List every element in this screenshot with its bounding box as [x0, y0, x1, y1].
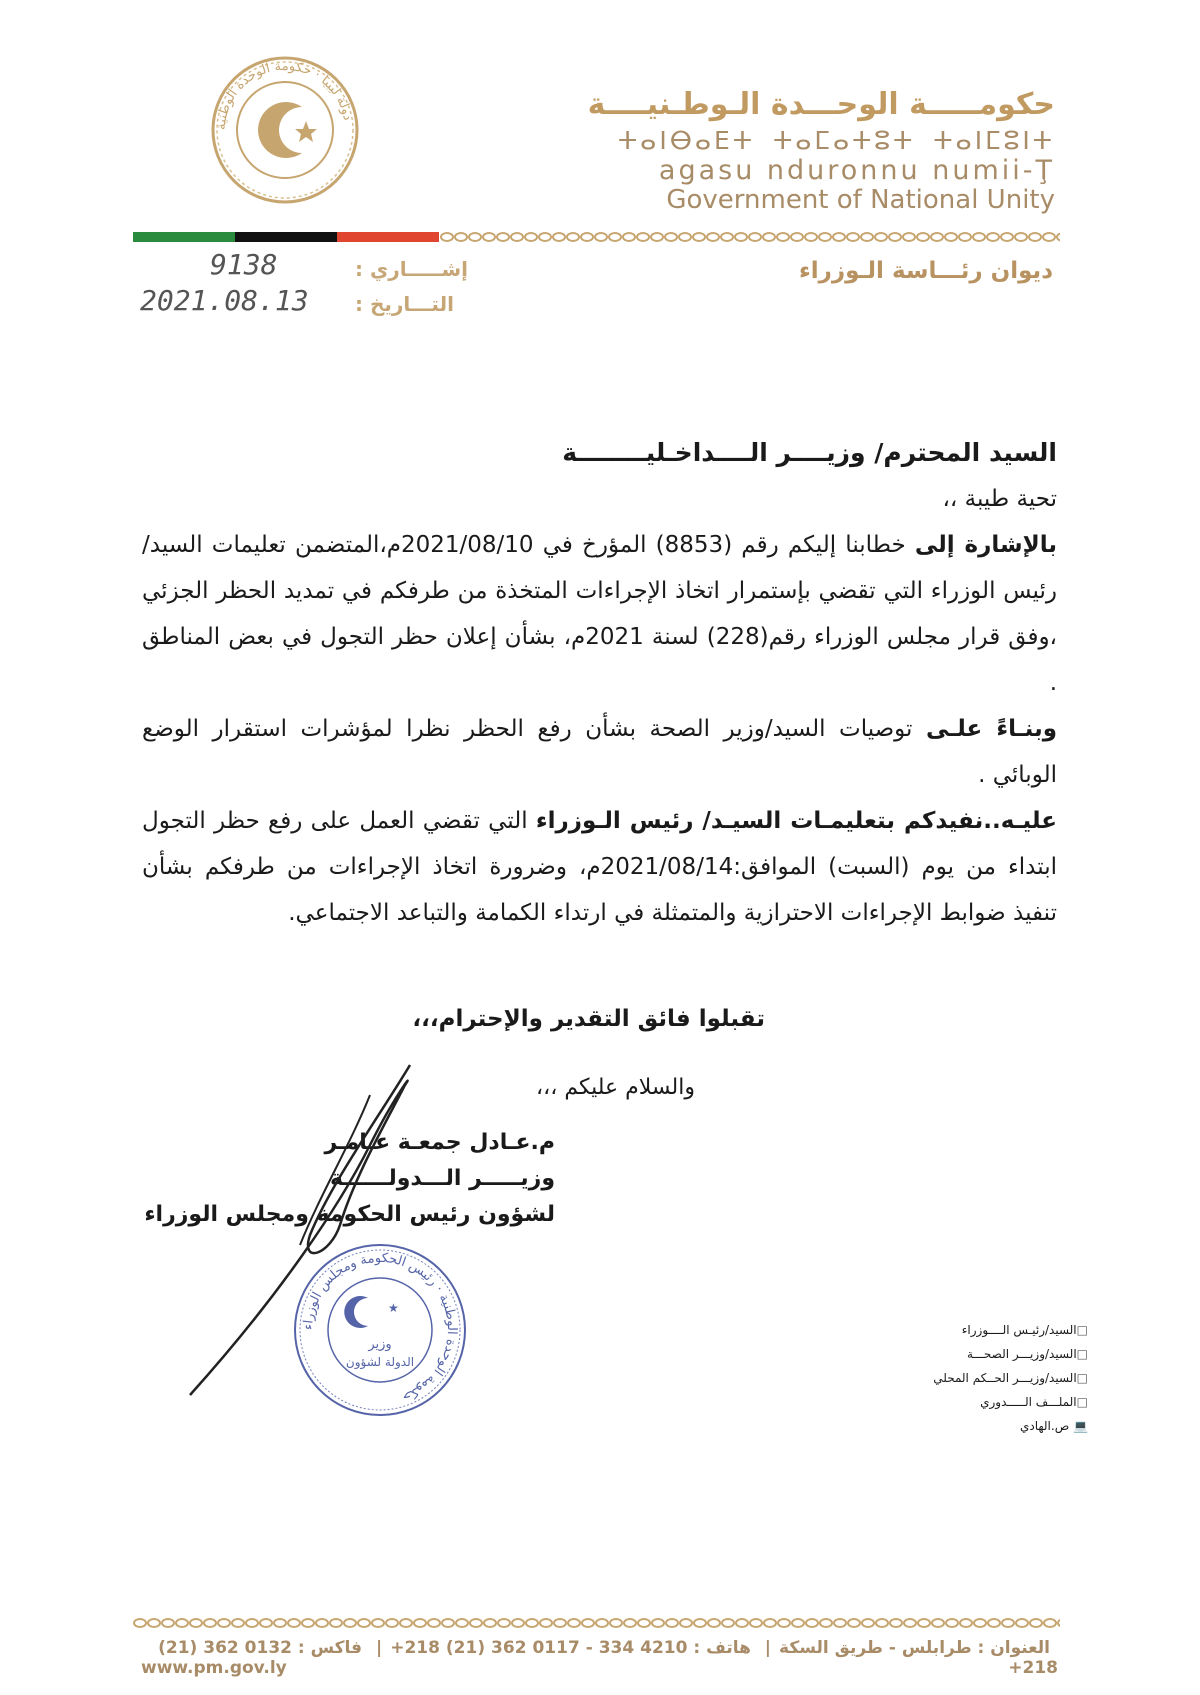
peace-greeting: والسلام عليكم ،،،: [536, 1075, 695, 1100]
svg-text:دولة ليبيا · حكومة الوحدة الوط: [214, 59, 355, 130]
date-label: التـــاريخ :: [355, 292, 454, 316]
computer-icon: 💻: [1073, 1419, 1088, 1433]
flag-green-segment: [133, 232, 235, 242]
paragraph-2-lead: وبنـاءً علـى: [925, 716, 1057, 742]
gov-name-english: Government of National Unity: [666, 185, 1055, 216]
stamp-center-line2: الدولة لشؤون: [345, 1355, 415, 1369]
closing-phrase: تقبلوا فائق التقدير والإحترام،،،: [412, 1006, 765, 1032]
cc-item: □ السيد/وزيـــر الصحـــة: [933, 1342, 1088, 1366]
typist-initials: [933, 1414, 1088, 1438]
paragraph-3: [142, 798, 1057, 936]
gov-name-berber: agasu nduronnu numii-Ţ: [658, 155, 1055, 187]
cc-item: □ الملـــف الـــــدوري: [933, 1390, 1088, 1414]
gov-name-tifinagh: ⵜⴰⵏⴱⴰⴹⵜ ⵜⴰⵎⴰⵜⵓⵜ ⵜⴰⵏⵎⵓⵏⵜ: [617, 125, 1055, 155]
chain-divider-bottom: [133, 1617, 1060, 1629]
footer-address: العنوان : طرابلس - طريق السكة: [779, 1638, 1050, 1658]
paragraph-3-lead: عليـه..نفيدكم بتعليمـات السيـد/ رئيس الـوزراء: [535, 808, 1057, 834]
paragraph-1: [142, 522, 1057, 706]
flag-black-segment: [235, 232, 337, 242]
ref-number: 9138: [210, 248, 278, 281]
cc-item: □ السيد/رئيـس الــــوزراء: [933, 1318, 1088, 1342]
footer-contact: العنوان : طرابلس - طريق السكة| هاتف : 4210 334 - 0117 362 (21) 218+| فاكس : 0132 362 (21) 218+ www.pm.gov.ly: [141, 1638, 1058, 1678]
chain-divider-top: [440, 231, 1060, 243]
stamp-crescent-icon: [344, 1296, 368, 1328]
date-value: 2021.08.13: [140, 284, 309, 317]
government-emblem: [210, 45, 360, 215]
signatory-office: لشؤون رئيس الحكومة ومجلس الوزراء: [144, 1202, 555, 1227]
paragraph-1-text: خطابنا إليكم رقم (8853) المؤرخ في 2021/08/10م،المتضمن تعليمات السيد/رئيس الوزراء التي تقضي بإستمرار اتخاذ الإجراءات المتخذة من طرفكم في تمديد الحظر الجزئي ،وفق قرار مجلس الوزراء رقم(228) لسنة 2021م، بشأن إعلان حظر التجول في بعض المناطق .: [142, 532, 1057, 696]
government-name-block: [588, 88, 1055, 216]
footer-phone: هاتف : 4210 334 - 0117 362 (21) 218+: [390, 1638, 751, 1658]
stamp-center-line1: وزير: [368, 1337, 392, 1352]
greeting: تحية طيبة ،،: [942, 486, 1057, 512]
paragraph-2: [142, 706, 1057, 798]
paragraph-1-lead: بالإشارة إلى: [914, 532, 1057, 558]
footer-fax: فاكس : 0132 362 (21) 218+: [158, 1638, 1058, 1678]
initials-text: ص.الهادي: [1019, 1419, 1070, 1433]
cc-item: □ السيد/وزيـــر الحــكم المحلي: [933, 1366, 1088, 1390]
official-stamp: [290, 1240, 470, 1420]
paragraph-2-text: توصيات السيد/وزير الصحة بشأن رفع الحظر نظرا لمؤشرات استقرار الوضع الوبائي .: [142, 716, 1057, 788]
office-title: ديوان رئـــاسة الـوزراء: [799, 258, 1053, 284]
ref-label: إشـــــاري :: [355, 257, 469, 281]
signatory-name: م.عـادل جمعـة عـامـر: [324, 1130, 555, 1155]
flag-stripe: [133, 232, 439, 242]
flag-red-segment: [337, 232, 439, 242]
signatory-title: وزيـــــر الـــدولــــــة: [329, 1166, 555, 1191]
footer-website[interactable]: www.pm.gov.ly: [141, 1658, 287, 1678]
crescent-star-emblem-icon: [210, 45, 360, 215]
letter-body: [142, 430, 1057, 936]
paragraph-3-text: التي تقضي العمل على رفع حظر التجول ابتداء من يوم (السبت) الموافق:2021/08/14م، وضرورة اتخاذ الإجراءات من طرفكم بشأن تنفيذ ضوابط الإجراءات الاحترازية والمتمثلة في ارتداء الكمامة والتباعد الاجتماعي.: [142, 808, 1057, 926]
stamp-ring-text: حكومة الوحدة الوطنية · رئيس الحكومة ومجلس الوزراء: [300, 1250, 460, 1405]
gov-name-arabic: حكومـــــة الوحـــدة الـوطـنيــــة: [587, 87, 1055, 122]
stamp-star-icon: ★: [388, 1301, 399, 1315]
cc-list: [933, 1318, 1088, 1438]
emblem-ring-text: دولة ليبيا · حكومة الوحدة الوطنية: [213, 58, 356, 131]
addressee: السيد المحترم/ وزيــــر الــــداخـليــــــــة: [562, 438, 1057, 467]
